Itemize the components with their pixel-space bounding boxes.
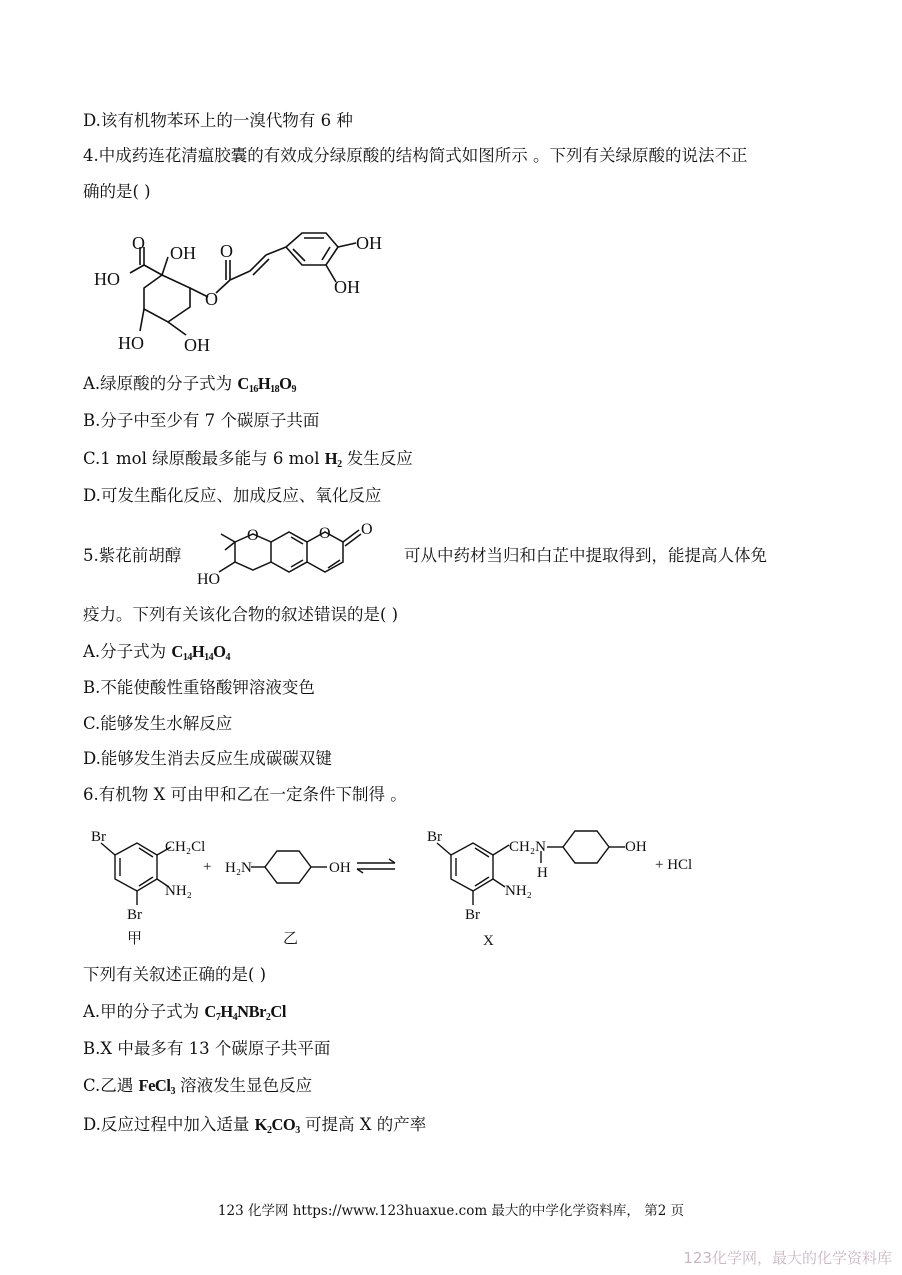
q4-option-a [83, 373, 296, 401]
watermark: 123化学网，最大的化学资料库 [683, 1249, 892, 1267]
q6-stem: 6.有机物 X 可由甲和乙在一定条件下制得 。 [83, 785, 407, 804]
q3-option-d: D.该有机物苯环上的一溴代物有 6 种 [83, 111, 353, 130]
q5-option-c: C.能够发生水解反应 [83, 714, 233, 733]
q6-jia-br-bottom: Br [127, 907, 142, 923]
q4-ring-oh1: OH [356, 233, 382, 253]
q4-bottom-ho: HO [118, 333, 144, 353]
q4-ester-o: O [205, 289, 218, 309]
q5-stem-suffix: 可从中药材当归和白芷中提取得到，能提高人体免 [404, 546, 767, 565]
q6-plus-hcl: + HCl [655, 857, 693, 873]
q6-option-b: B.X 中最多有 13 个碳原子共平面 [83, 1039, 331, 1058]
q5-stem-line2: 疫力。下列有关该化合物的叙述错误的是( ) [83, 605, 399, 624]
q6-x-br-bottom: Br [465, 907, 480, 923]
q4-option-d: D.可发生酯化反应、加成反应、氧化反应 [83, 486, 382, 505]
q6-x-ch2n: CH₂N [509, 839, 546, 855]
q4-option-c: C.1 mol 绿原酸最多能与 6 mol $H_2$ 发生反应 [83, 449, 413, 470]
q4-carbonyl-o: O [132, 233, 145, 253]
page-footer: 123 化学网 https://www.123huaxue.com 最大的中学化学资料库， 第2 页 [217, 1203, 685, 1219]
q4-oh-label: OH [170, 243, 196, 263]
q5-ring-o: O [247, 527, 259, 544]
q5-compound-structure [195, 520, 395, 590]
q6-yi-oh: OH [329, 860, 351, 876]
q6-x-br-top: Br [427, 829, 442, 845]
q5-stem-prefix: 5.紫花前胡醇 [83, 546, 182, 565]
q5-carbonyl-o: O [361, 521, 373, 538]
q6-x-h: H [537, 865, 548, 881]
q5-option-d: D.能够发生消去反应生成碳碳双键 [83, 749, 332, 768]
q6-option-d: D.反应过程中加入适量 $K_2CO_3$ 可提高 X 的产率 [83, 1115, 427, 1136]
q4-ester-carbonyl-o: O [220, 241, 233, 261]
q6-label-yi: 乙 [283, 931, 299, 947]
q6-plus: + [203, 859, 212, 875]
q6-x-nh2: NH₂ [505, 883, 532, 899]
q6-question: 下列有关叙述正确的是( ) [83, 965, 267, 984]
q6-jia-ch2cl: CH₂Cl [165, 839, 206, 855]
q5-ring-o2: O [319, 525, 331, 542]
q6-label-x: X [483, 933, 494, 949]
q4-ring-oh2: OH [334, 277, 360, 297]
q4-option-a-text: A.绿原酸的分子式为 [83, 374, 238, 393]
q4-chlorogenic-acid-structure [90, 225, 390, 360]
q4-ho-label: HO [94, 269, 120, 289]
q4-bottom-oh: OH [184, 335, 210, 355]
q6-reaction-scheme [85, 825, 725, 955]
q6-yi-h2n: H₂N [225, 860, 252, 876]
q4-stem-line1: 4.中成药连花清瘟胶囊的有效成分绿原酸的结构简式如图所示 。下列有关绿原酸的说法不正 [83, 146, 748, 165]
q6-option-a: A.甲的分子式为 $C_7H_4NBr_2Cl$ [83, 1002, 286, 1023]
q6-option-c: C.乙遇 FeCl$_3$ 溶液发生显色反应 [83, 1076, 313, 1097]
q4-option-b: B.分子中至少有 7 个碳原子共面 [83, 411, 320, 430]
q6-jia-br-top: Br [91, 829, 106, 845]
q5-ho-label: HO [197, 571, 221, 588]
q4-option-a-formula: $C_{16}H_{18}O_9$ [237, 374, 297, 395]
q6-label-jia: 甲 [127, 931, 143, 947]
q6-jia-nh2: NH₂ [165, 883, 192, 899]
q6-x-oh: OH [625, 839, 647, 855]
q4-stem-line2: 确的是( ) [83, 182, 151, 201]
q5-option-b: B.不能使酸性重铬酸钾溶液变色 [83, 678, 315, 697]
q5-option-a: A.分子式为 $C_{14}H_{14}O_4$ [83, 642, 231, 663]
